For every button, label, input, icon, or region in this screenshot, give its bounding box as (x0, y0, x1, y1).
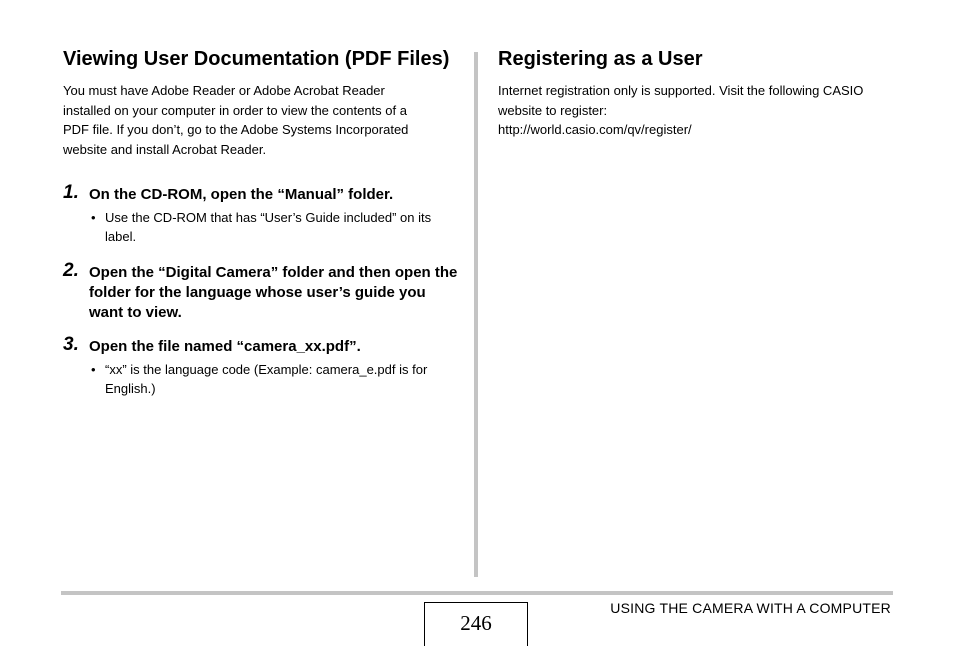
step-3 (63, 333, 463, 399)
footer-rule (61, 591, 893, 595)
section-title-registration: Registering as a User (498, 48, 703, 70)
step-1 (63, 181, 463, 247)
left-column (63, 46, 463, 399)
step-number: 3. (63, 333, 79, 355)
page-number: 246 (424, 602, 528, 646)
step-note: • Use the CD-ROM that has “User’s Guide included” on its label. (89, 208, 455, 247)
right-column (498, 46, 898, 140)
footer-section-title: USING THE CAMERA WITH A COMPUTER (610, 600, 891, 616)
step-number: 1. (63, 181, 79, 203)
step-text: On the CD-ROM, open the “Manual” folder. (89, 185, 394, 203)
step-text: Open the file named “camera_xx.pdf”. (89, 337, 361, 355)
column-divider (474, 52, 478, 577)
registration-text: Internet registration only is supported. Visit the following CASIO website to register: (498, 83, 864, 118)
registration-url: http://world.casio.com/qv/register/ (498, 122, 692, 138)
step-text: Open the “Digital Camera” folder and then open the folder for the language whose user’s guide you want to view. (89, 263, 458, 321)
step-number: 2. (63, 259, 79, 281)
section-title-pdf: Viewing User Documentation (PDF Files) (63, 48, 450, 70)
step-note: • “xx” is the language code (Example: camera_e.pdf is for English.) (89, 360, 455, 399)
intro-paragraph: You must have Adobe Reader or Adobe Acrobat Reader installed on your computer in order to view the contents of a PDF file. If you don’t, go to the Adobe Systems Incorporated website and install Acrobat Reader. (63, 83, 409, 158)
step-2 (63, 259, 463, 323)
